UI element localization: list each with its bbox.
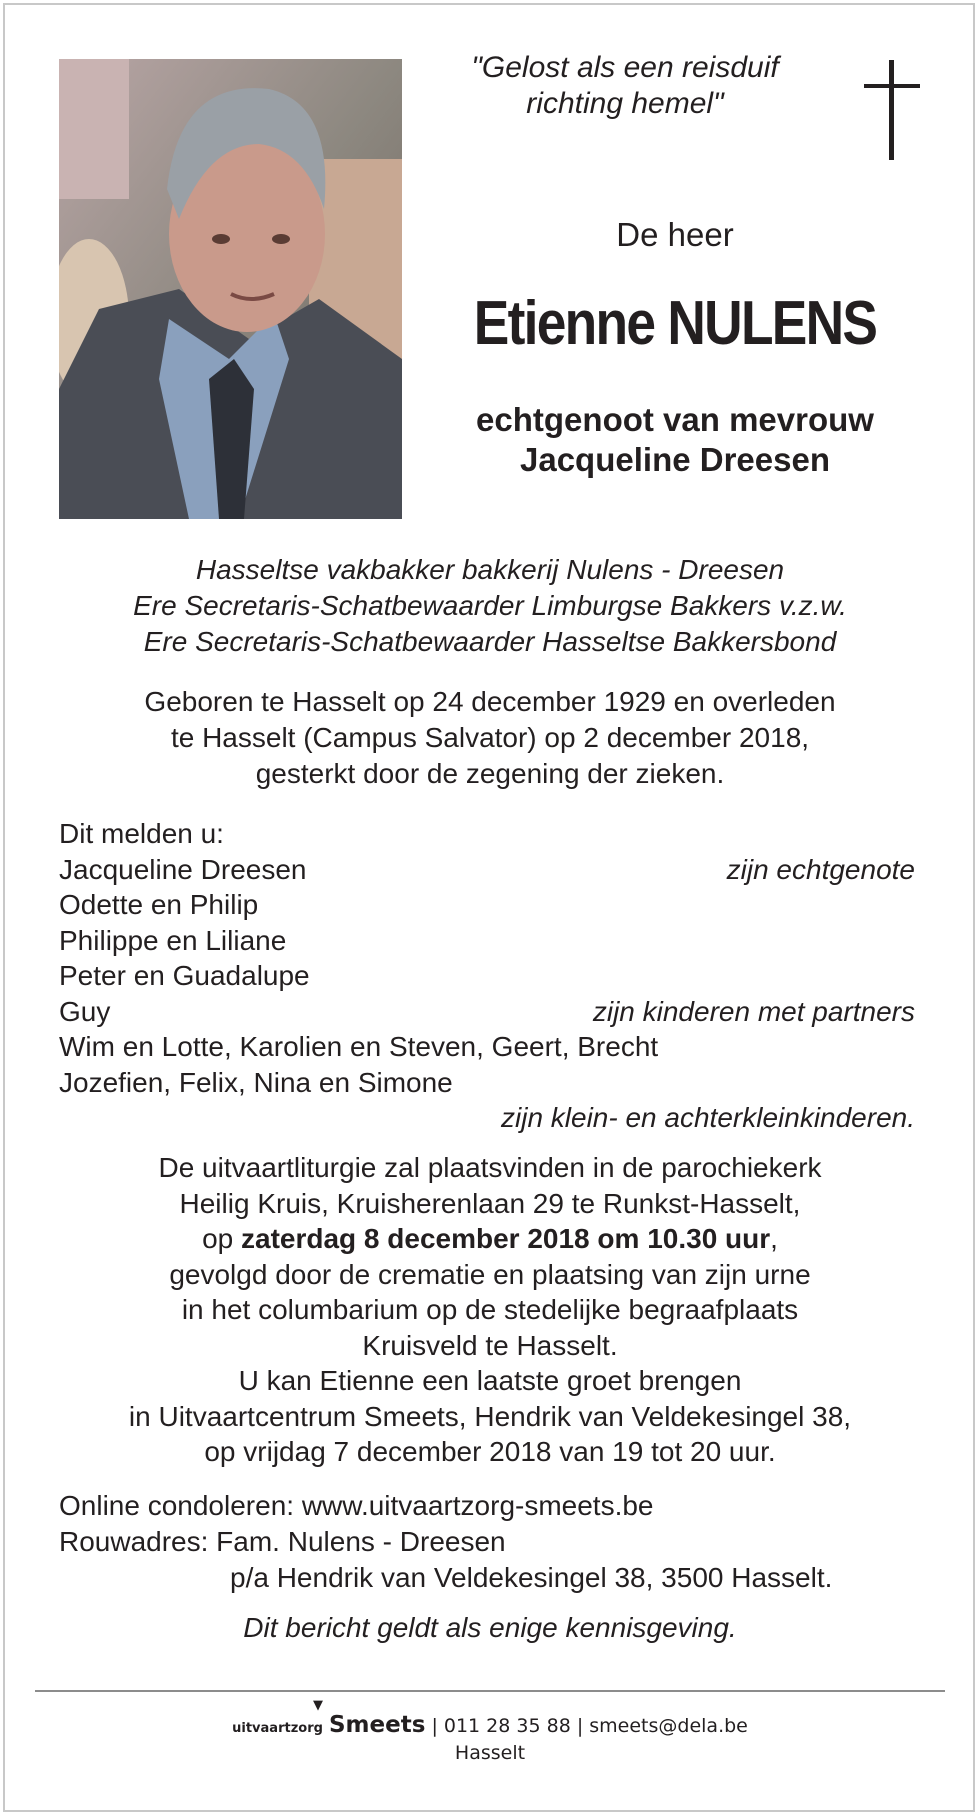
spouse-line: echtgenoot van mevrouw Jacqueline Dreesen	[476, 401, 874, 478]
notice-text: Dit bericht geldt als enige kennisgeving.	[243, 1612, 737, 1643]
occupations: Hasseltse vakbakker bakkerij Nulens - Dreesen Ere Secretaris-Schatbewaarder Limburgse Bakkers v.z.w. Ere Secretaris-Schatbewaarder Hasseltse Bakkersbond	[133, 554, 847, 657]
portrait-photo	[59, 59, 402, 519]
deceased-name: Etienne NULENS	[473, 289, 877, 358]
brand-logo: ▼ Smeets	[312, 1698, 426, 1738]
family-row: Guy zijn kinderen met partners	[59, 995, 915, 1027]
family-row: Jacqueline Dreesen zijn echtgenote	[59, 853, 915, 885]
salutation: De heer	[616, 216, 734, 253]
family-row: Odette en Philip	[59, 889, 259, 920]
mourning-address-line2: p/a Hendrik van Veldekesingel 38, 3500 Hasselt.	[230, 1562, 833, 1593]
family-row: Peter en Guadalupe	[59, 960, 310, 991]
family-intro: Dit melden u:	[59, 818, 224, 849]
footer	[0, 1698, 980, 1764]
birth-death-text: Geboren te Hasselt op 24 december 1929 en overleden te Hasselt (Campus Salvator) op 2 december 2018, gesterkt door de zegening der zieken.	[144, 686, 836, 789]
brand-small: uitvaartzorg	[232, 1721, 323, 1736]
online-condolence: Online condoleren: www.uitvaartzorg-smeets.be	[59, 1490, 654, 1521]
contact-info	[59, 1488, 915, 1596]
cross-icon	[864, 60, 920, 160]
family-row: Wim en Lotte, Karolien en Steven, Geert, Brecht	[59, 1031, 659, 1062]
divider	[35, 1690, 945, 1692]
footer-contact: | 011 28 35 88 | smeets@dela.be	[431, 1715, 748, 1737]
triangle-icon: ▼	[312, 1698, 323, 1713]
motto-quote: "Gelost als een reisduif richting hemel"	[471, 51, 779, 120]
mourning-address: Rouwadres: Fam. Nulens - Dreesen	[59, 1526, 506, 1557]
family-list	[59, 816, 915, 1136]
family-row: Jozefien, Felix, Nina en Simone	[59, 1066, 453, 1098]
family-row: zijn klein- en achterkleinkinderen.	[501, 1102, 915, 1133]
family-row: Philippe en Liliane	[59, 924, 287, 956]
footer-city: Hasselt	[454, 1742, 526, 1764]
funeral-date: zaterdag 8 december 2018 om 10.30 uur	[241, 1223, 771, 1254]
funeral-details: De uitvaartliturgie zal plaatsvinden in de parochiekerk Heilig Kruis, Kruisherenlaan 29 te Runkst-Hasselt, op zaterdag 8 december 2018 om 10.30 uur, gevolgd door de crematie en plaatsing van zijn urne in het columbarium op de stedelijke begraafplaats Kruisveld te Hasselt. U kan Etienne een laatste groet brengen in Uitvaartcentrum Smeets, Hendrik van Veldekesingel 38, op vrijdag 7 december 2018 van 19 tot 20 uur.	[128, 1152, 852, 1467]
